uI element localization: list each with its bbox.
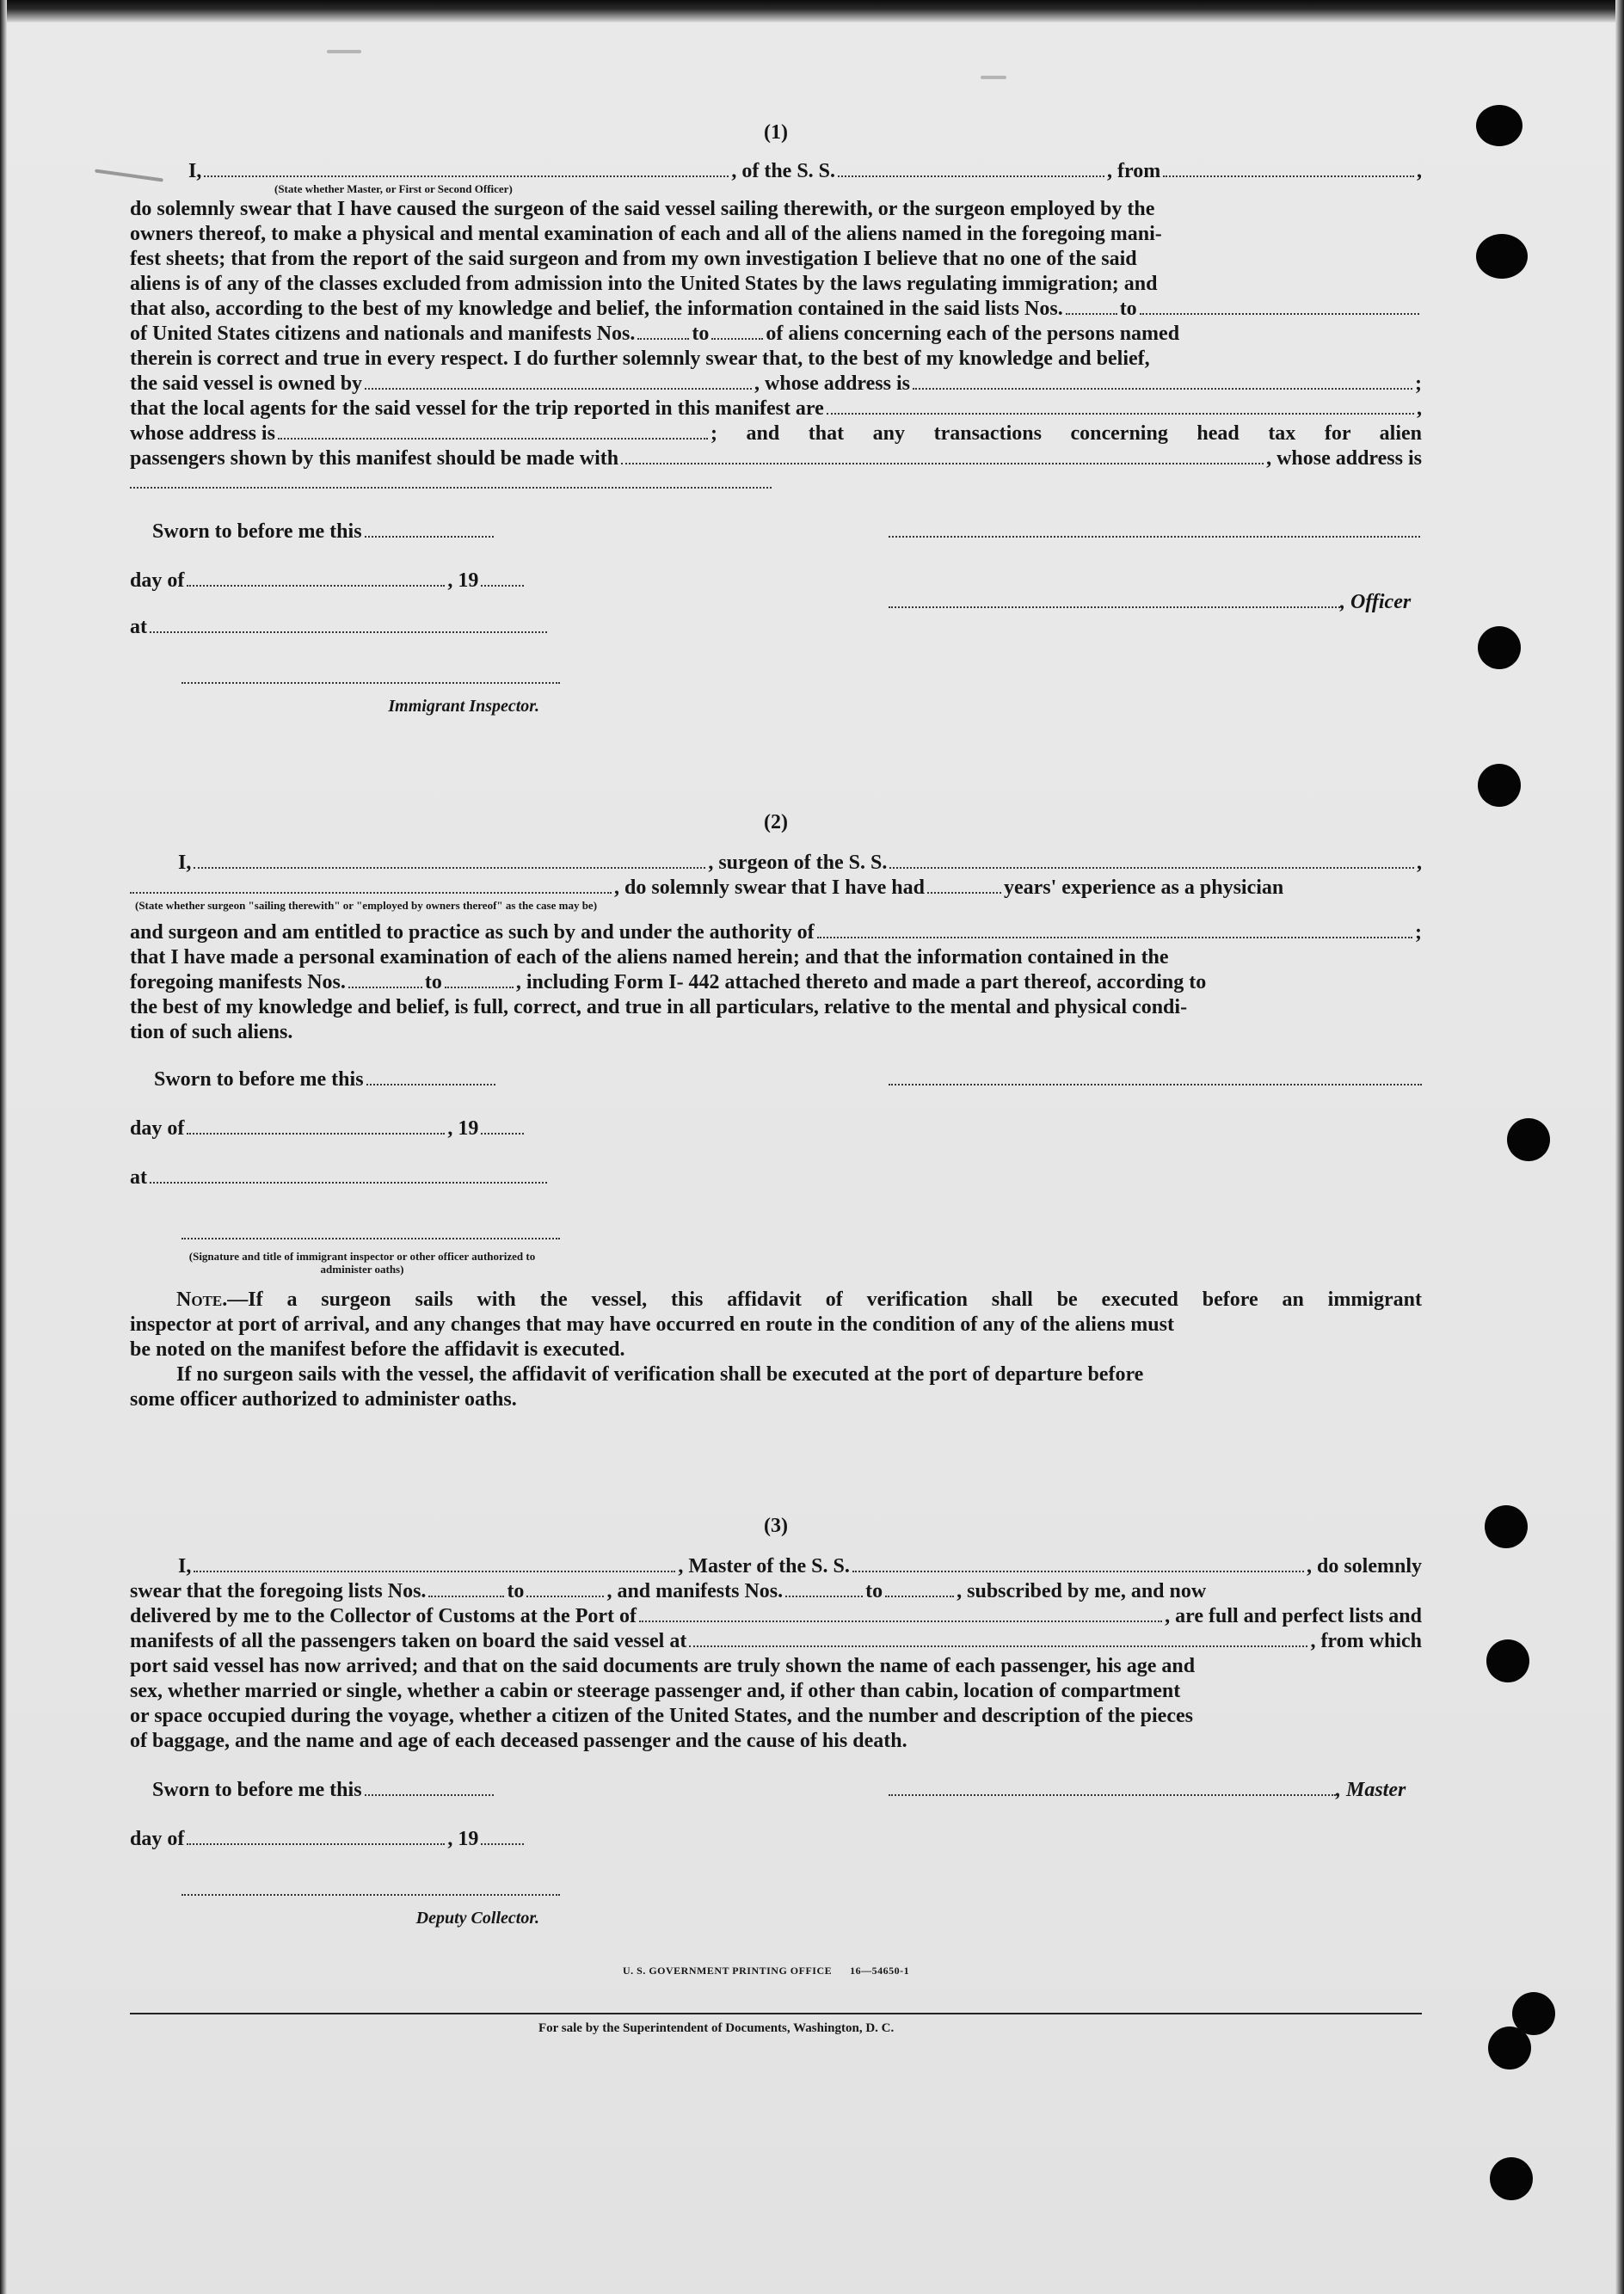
s2-note-line-3: be noted on the manifest before the affidavit is executed. xyxy=(130,1338,625,1361)
s2-inspector-signature-field[interactable] xyxy=(181,1222,560,1239)
s2-note-text-1: —If a surgeon sails with the vessel, this affidavit of verification shall be executed before an immigrant xyxy=(227,1288,1422,1311)
s3-manifests-from-field[interactable] xyxy=(785,1580,863,1597)
s1-at-label: at xyxy=(130,616,147,638)
s3-sworn-label: Sworn to before me this xyxy=(152,1779,362,1801)
s2-note-label: Note. xyxy=(176,1288,228,1311)
s1-sworn xyxy=(130,520,582,544)
s2-inspector-note: (Signature and title of immigrant inspector or other officer authorized to administer oaths) xyxy=(188,1250,536,1276)
s2-note-line-2: inspector at port of arrival, and any changes that may have occurred en route in the condition of any of the aliens must xyxy=(130,1313,1174,1336)
s2-note xyxy=(130,1288,1422,1412)
s3-line-1 xyxy=(130,1554,1422,1579)
punch-hole xyxy=(1478,764,1521,807)
s3-year-prefix: , 19 xyxy=(447,1828,479,1850)
scan-edge-top xyxy=(0,0,1624,22)
s1-line-6-to: to xyxy=(1119,298,1137,320)
s1-at-row xyxy=(130,615,1422,640)
s1-head-tax-address-field[interactable] xyxy=(130,471,772,489)
s3-day-of xyxy=(130,1827,560,1852)
s1-officer-signature xyxy=(889,590,1422,615)
s3-boarded-port-field[interactable] xyxy=(689,1630,1307,1647)
s1-officer-field[interactable] xyxy=(204,160,729,177)
s2-surgeon-status-field[interactable] xyxy=(130,876,612,894)
s3-line-4-tail: , from which xyxy=(1310,1630,1422,1652)
s1-at-place-field[interactable] xyxy=(150,616,547,633)
s3-line-3-tail: , are full and perfect lists and xyxy=(1165,1605,1422,1627)
s2-surgeon-signature-field[interactable] xyxy=(889,1068,1422,1085)
footer-rule xyxy=(130,2013,1422,2014)
s1-officer-signature-top xyxy=(889,520,1422,538)
s2-to-label: to xyxy=(424,971,442,993)
s2-sworn-date-field[interactable] xyxy=(366,1068,495,1085)
s2-day-of-label: day of xyxy=(130,1117,185,1140)
s3-sworn-row xyxy=(130,1778,1422,1803)
s3-line-5: port said vessel has now arrived; and that on the said documents are truly shown the name of each passenger, his age and xyxy=(130,1655,1196,1677)
s1-line-4: fest sheets; that from the report of the said surgeon and from my own investigation I believe that no one of the said xyxy=(130,248,1137,270)
s2-note-line-5: some officer authorized to administer oaths. xyxy=(130,1388,517,1411)
s1-sworn-row xyxy=(130,520,1422,544)
s1-day-of xyxy=(130,569,560,593)
s2-status-note: (State whether surgeon "sailing therewith" or "employed by owners thereof" as the case may be) xyxy=(135,899,598,912)
scan-edge-left xyxy=(0,0,7,2294)
s1-agents-label: that the local agents for the said vessel for the trip reported in this manifest are xyxy=(130,397,824,420)
s3-day-month-field[interactable] xyxy=(187,1828,445,1845)
s3-manifests-label: , and manifests Nos. xyxy=(606,1580,784,1602)
s3-master-signature xyxy=(889,1778,1422,1803)
s3-lists-label: swear that the foregoing lists Nos. xyxy=(130,1580,427,1602)
s1-signature-line-1[interactable] xyxy=(889,520,1420,538)
s2-body xyxy=(130,920,1422,1045)
s3-line-2-tail: , subscribed by me, and now xyxy=(957,1580,1207,1602)
s1-manifests-from-field[interactable] xyxy=(637,323,689,340)
s1-line-3: owners thereof, to make a physical and mental examination of each and all of the aliens named in the foregoing mani- xyxy=(130,223,1162,245)
s2-year-prefix: , 19 xyxy=(447,1117,479,1140)
s2-intro-i: I, xyxy=(178,852,192,874)
s2-line-3 xyxy=(130,920,1422,945)
s2-day-month-field[interactable] xyxy=(187,1117,445,1135)
s3-lists-from-field[interactable] xyxy=(428,1580,504,1597)
s1-line-7-tail: of aliens concerning each of the persons named xyxy=(766,323,1180,345)
s3-signature-block xyxy=(130,1778,1422,1931)
s3-line-8: of baggage, and the name and age of each deceased passenger and the cause of his death. xyxy=(130,1730,907,1752)
s3-solemnly-label: , do solemnly xyxy=(1306,1555,1422,1578)
s1-line-1: I, , of the S. S. , from , xyxy=(188,160,1422,182)
s3-line-3 xyxy=(130,1604,1422,1629)
s2-sworn-row xyxy=(130,1067,1422,1092)
s1-inspector-block xyxy=(181,666,560,719)
s1-owned-by-label: the said vessel is owned by xyxy=(130,372,363,395)
s2-inspector-block xyxy=(181,1221,560,1276)
s1-intro-i: I, xyxy=(188,160,202,182)
s1-at xyxy=(130,615,560,640)
scan-smudge xyxy=(981,76,1006,79)
s3-port-label: delivered by me to the Collector of Customs at the Port of xyxy=(130,1605,637,1627)
s1-head-tax-party-field[interactable] xyxy=(621,447,1264,464)
punch-hole xyxy=(1486,1639,1529,1682)
s3-year-field[interactable] xyxy=(481,1828,524,1845)
s1-signature-block xyxy=(130,520,1422,719)
s3-intro-i: I, xyxy=(178,1555,192,1578)
s2-line-5 xyxy=(130,970,1422,995)
s3-body xyxy=(130,1554,1422,1754)
section-2-heading: (2) xyxy=(764,811,788,833)
s2-manifests-to-field[interactable] xyxy=(445,971,514,988)
s2-line-2-tail: years' experience as a physician xyxy=(1003,876,1284,899)
s3-master-name-field[interactable] xyxy=(194,1555,675,1572)
s1-line-9 xyxy=(130,372,1422,397)
s2-surgeon-name-field[interactable] xyxy=(194,852,705,869)
s1-year-field[interactable] xyxy=(481,569,524,587)
s1-head-tax-text: ; and that any transactions concerning head tax for alien xyxy=(710,422,1422,445)
s2-day-row xyxy=(130,1116,1422,1141)
s1-agent-address-field[interactable] xyxy=(278,422,708,440)
s1-line-6-text: that also, according to the best of my knowledge and belief, the information contained in the said lists Nos. xyxy=(130,298,1063,320)
s3-vessel-field[interactable] xyxy=(852,1555,1304,1572)
s3-line-2 xyxy=(130,1579,1422,1604)
s1-officer-note: (State whether Master, or First or Second Officer) xyxy=(274,182,513,195)
s1-from-port-field[interactable] xyxy=(1163,160,1414,177)
s2-at xyxy=(130,1165,560,1190)
s3-lists-to-field[interactable] xyxy=(526,1580,604,1597)
s1-of-ss-label: , of the S. S. xyxy=(731,160,836,182)
s2-manifests-from-field[interactable] xyxy=(348,971,422,988)
scan-edge-right xyxy=(1615,0,1624,2294)
s2-semicolon: ; xyxy=(1415,921,1422,944)
s1-officer-label: , Officer xyxy=(1340,591,1412,613)
s2-manifests-label: foregoing manifests Nos. xyxy=(130,971,346,993)
s1-manifests-to-field[interactable] xyxy=(711,323,763,340)
s2-comma: , xyxy=(1417,852,1422,874)
s1-head-tax-address-label: , whose address is xyxy=(1266,447,1422,470)
s1-owner-field[interactable] xyxy=(365,372,752,390)
s3-to-label-2: to xyxy=(865,1580,883,1602)
s1-comma: , xyxy=(1417,397,1422,420)
s3-manifests-to-field[interactable] xyxy=(885,1580,954,1597)
s1-semicolon: ; xyxy=(1415,372,1422,395)
s1-day-month-field[interactable] xyxy=(187,569,445,587)
punch-hole xyxy=(1476,105,1522,146)
s2-line-6: the best of my knowledge and belief, is full, correct, and true in all particulars, relative to the mental and physical condi- xyxy=(130,996,1188,1018)
s1-line-7-to: to xyxy=(692,323,710,345)
s1-line-5: aliens is of any of the classes excluded from admission into the United States by the laws regulating immigration; and xyxy=(130,273,1158,295)
s3-day-of-label: day of xyxy=(130,1828,185,1850)
s2-surgeon-signature xyxy=(889,1068,1422,1085)
s1-line-13 xyxy=(130,471,1422,489)
punch-hole xyxy=(1490,2157,1533,2200)
s1-line-12 xyxy=(130,446,1422,471)
s1-lists-from-field[interactable] xyxy=(1066,298,1117,315)
s2-year-field[interactable] xyxy=(481,1117,524,1135)
s1-line-10 xyxy=(130,397,1422,421)
s3-day-row xyxy=(130,1827,1422,1852)
s2-vessel-field[interactable] xyxy=(889,852,1414,869)
punch-hole xyxy=(1485,1505,1528,1548)
s3-deputy-signature-field[interactable] xyxy=(181,1879,560,1896)
s1-lists-to-field[interactable] xyxy=(1140,298,1419,315)
s1-line-6 xyxy=(130,297,1422,322)
punch-hole xyxy=(1478,626,1521,669)
s3-port-field[interactable] xyxy=(639,1605,1162,1622)
s3-sworn-date-field[interactable] xyxy=(365,1779,494,1796)
s2-line-4: that I have made a personal examination of each of the aliens named herein; and that the information contained in the xyxy=(130,946,1169,969)
printing-office-imprint: U. S. GOVERNMENT PRINTING OFFICE 16—54650-1 xyxy=(623,1965,910,1977)
s2-line-1 xyxy=(130,851,1422,876)
s3-line-7: or space occupied during the voyage, whether a citizen of the United States, and the number and description of the pieces xyxy=(130,1705,1193,1727)
s2-line-7: tion of such aliens. xyxy=(130,1021,293,1043)
s3-master-label: , Master xyxy=(1336,1779,1406,1801)
s2-authority-field[interactable] xyxy=(817,921,1412,938)
punch-hole xyxy=(1507,1118,1550,1161)
s2-sworn-label: Sworn to before me this xyxy=(154,1068,364,1091)
s3-boarded-label: manifests of all the passengers taken on board the said vessel at xyxy=(130,1630,687,1652)
s1-inspector-signature-field[interactable] xyxy=(181,667,560,684)
s1-vessel-name-field[interactable] xyxy=(838,160,1104,177)
s1-officer-signature-field[interactable] xyxy=(889,591,1340,608)
s1-agents-field[interactable] xyxy=(827,397,1414,415)
scan-smudge xyxy=(327,50,361,53)
s2-line-2-text: , do solemnly swear that I have had xyxy=(614,876,925,899)
s1-sworn-date-field[interactable] xyxy=(365,520,494,538)
s1-made-with-label: passengers shown by this manifest should be made with xyxy=(130,447,619,470)
s1-line-7 xyxy=(130,322,1422,347)
s3-to-label-1: to xyxy=(507,1580,525,1602)
s1-from-label: , from xyxy=(1107,160,1161,182)
s1-owner-address-label: , whose address is xyxy=(754,372,910,395)
s1-body xyxy=(130,197,1422,489)
s1-day-of-label: day of xyxy=(130,569,185,592)
s2-surgeon-of-label: , surgeon of the S. S. xyxy=(708,852,888,874)
s2-at-label: at xyxy=(130,1166,147,1189)
s1-year-prefix: , 19 xyxy=(447,569,479,592)
s2-line-5-tail: , including Form I- 442 attached thereto and made a part thereof, according to xyxy=(515,971,1207,993)
s3-master-signature-field[interactable] xyxy=(889,1779,1336,1796)
section-3-heading: (3) xyxy=(764,1515,788,1537)
s2-line-2 xyxy=(130,876,1422,901)
s3-deputy-label: Deputy Collector. xyxy=(415,1909,539,1928)
s3-line-6: sex, whether married or single, whether a cabin or steerage passenger and, if other than cabin, location of compartment xyxy=(130,1680,1181,1702)
s1-owner-address-field[interactable] xyxy=(913,372,1412,390)
s1-line-11 xyxy=(130,421,1422,446)
s2-at-row xyxy=(130,1165,1422,1190)
s1-sworn-label: Sworn to before me this xyxy=(152,520,362,543)
s1-line-7-text: of United States citizens and nationals and manifests Nos. xyxy=(130,323,636,345)
s2-day-of xyxy=(130,1116,560,1141)
s1-inspector-label: Immigrant Inspector. xyxy=(388,697,539,716)
s2-years-field[interactable] xyxy=(927,876,1001,894)
s3-master-of-label: , Master of the S. S. xyxy=(678,1555,850,1578)
s2-at-place-field[interactable] xyxy=(150,1166,547,1184)
sale-notice: For sale by the Superintendent of Documents, Washington, D. C. xyxy=(538,2021,895,2035)
s2-sworn xyxy=(130,1067,584,1092)
s2-signature-block xyxy=(130,1067,1422,1276)
s3-line-4 xyxy=(130,1629,1422,1654)
s1-agent-address-label: whose address is xyxy=(130,422,275,445)
punch-hole xyxy=(1476,234,1528,279)
s3-sworn xyxy=(130,1778,582,1803)
affidavit-content xyxy=(130,120,1422,1931)
s2-note-line-1 xyxy=(130,1288,1422,1313)
section-1-heading: (1) xyxy=(764,121,788,144)
s1-line-2: do solemnly swear that I have caused the surgeon of the said vessel sailing therewith, or the surgeon employed by the xyxy=(130,198,1155,220)
s2-authority-label: and surgeon and am entitled to practice as such by and under the authority of xyxy=(130,921,815,944)
s3-deputy-block xyxy=(181,1878,560,1931)
s1-officer-row xyxy=(130,590,1422,615)
s1-line-8: therein is correct and true in every respect. I do further solemnly swear that, to the best of my knowledge and belief, xyxy=(130,347,1150,370)
punch-hole xyxy=(1488,2026,1531,2070)
s2-note-line-4: If no surgeon sails with the vessel, the affidavit of verification shall be executed at the port of departure before xyxy=(176,1363,1144,1386)
